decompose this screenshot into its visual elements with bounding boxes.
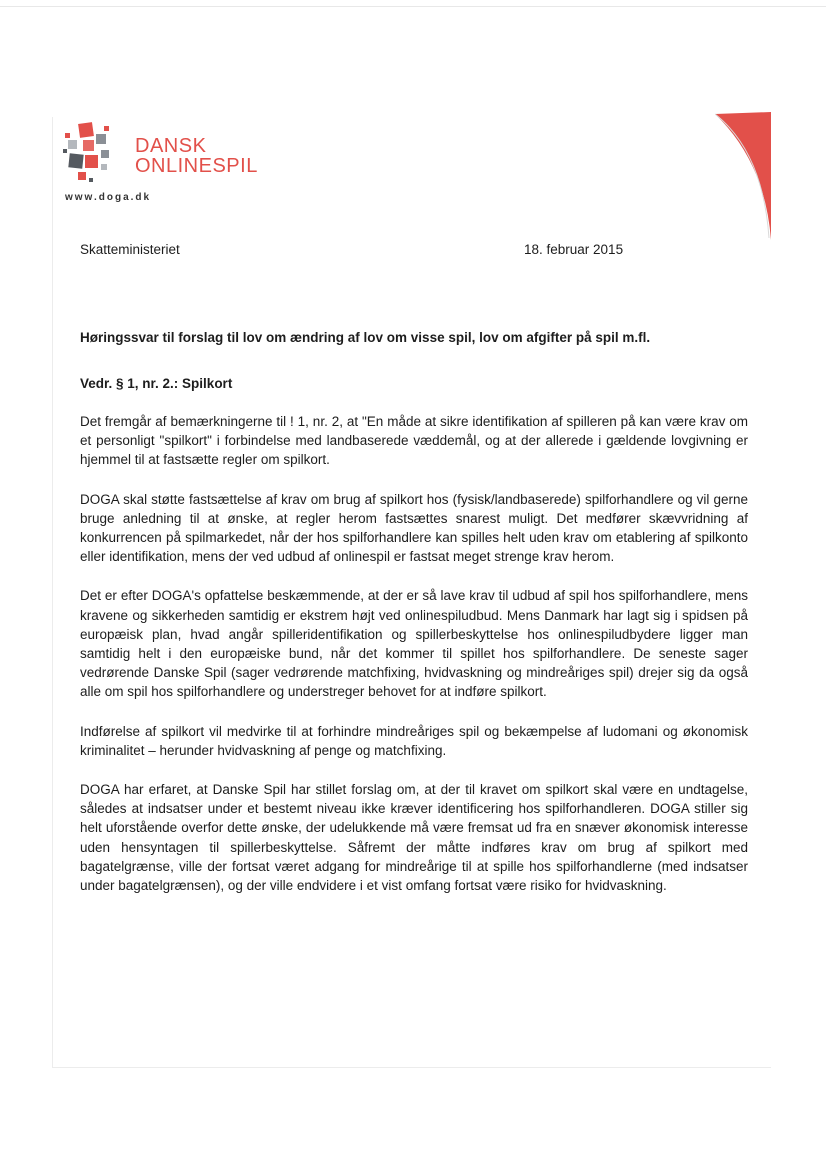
paragraph-3: Det er efter DOGA's opfattelse beskæmmende, at der er så lave krav til udbud af spil hos spilforhandlere, mens kravene og sikkerheden samtidig er ekstrem højt ved onlinespiludbud. Mens Danmark har lagt sig i spidsen på europæisk plan, hvad angår spilleridentifikation og spillerbeskyttelse hos onlinespiludbydere ligger man samtidig helt i den europæiske bund, når det kommer til spillet hos spilforhandlere. De seneste sager vedrørende Danske Spil (sager vedrørende matchfixing, hvidvaskning og mindreåriges spil) drejer sig da også alle om spil hos spilforhandlere og understreger behovet for at indføre spilkort. — [80, 588, 748, 700]
paragraph-5: DOGA har erfaret, at Danske Spil har stillet forslag om, at der til kravet om spilkort skal være en undtagelse, således at indsatser under et bestemt niveau ikke kræver identificering hos spilforhandleren. DOGA stiller sig helt uforstående overfor dette ønske, der udelukkende må være fremsat ud fra en snæver økonomisk interesse uden hensyntagen til spillerbeskyttelse. Såfremt der måtte indføres krav om brug af spilkort med bagatelgrænse, ville der fortsat været adgang for mindreårige til at spille hos spilforhandlerne (med indsatser under bagatelgrænsen), og der ville endvidere i et vist omfang fortsat være risiko for hvidvaskning. — [80, 782, 748, 894]
logo-squares-icon — [60, 118, 132, 190]
logo-line-onlinespil: ONLINESPIL — [135, 155, 258, 177]
scan-top-rule — [0, 6, 826, 7]
paragraph-4: Indførelse af spilkort vil medvirke til at forhindre mindreåriges spil og bekæmpelse af ludomani og økonomisk kriminalitet – herunder hvidvaskning af penge og matchfixing. — [80, 723, 748, 758]
recipient: Skatteministeriet — [80, 242, 180, 257]
logo-wordmark — [135, 136, 258, 176]
corner-ribbon-icon — [715, 112, 775, 242]
letter-subject: Høringssvar til forslag til lov om ændring af lov om visse spil, lov om afgifter på spil m.fl. — [80, 330, 651, 345]
section-heading: Vedr. § 1, nr. 2.: Spilkort — [80, 376, 233, 391]
company-logo — [60, 118, 260, 208]
letter-body — [80, 412, 748, 915]
paragraph-2: DOGA skal støtte fastsættelse af krav om brug af spilkort hos (fysisk/landbaserede) spilforhandlere og vil gerne bruge anledning til at ønske, at regler herom fastsættes snarest muligt. Det medfører skævvridning af konkurrencen på spilmarkedet, når der hos spilforhandlere kan spilles helt uden krav om etablering af spilkonto eller identifikation, mens der ved udbud af onlinespil er fastsat meget strenge krav herom. — [80, 491, 748, 565]
paragraph-1: Det fremgår af bemærkningerne til ! 1, nr. 2, at "En måde at sikre identifikation af spilleren på kan være krav om et personligt "spilkort" i forbindelse med landbaserede væddemål, og at der allerede i gældende lovgivning er hjemmel til at fastsætte regler om spilkort. — [80, 414, 748, 468]
logo-url: www.doga.dk — [65, 192, 152, 203]
logo-line-dansk: DANSK — [135, 135, 207, 157]
letter-date: 18. februar 2015 — [524, 242, 624, 257]
